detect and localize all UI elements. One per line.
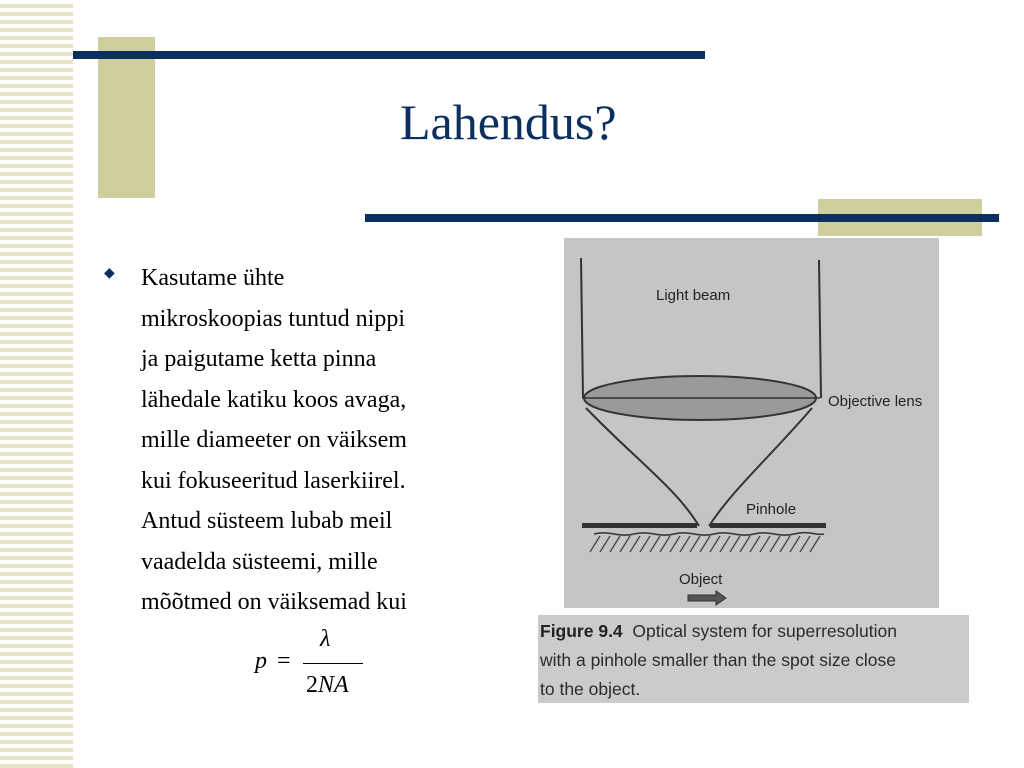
- formula-equals: =: [277, 648, 291, 674]
- bullet-text: [141, 258, 526, 623]
- bullet-line: kui fokuseeritud laserkiirel.: [141, 467, 406, 494]
- bullet-diamond-icon: ◆: [104, 266, 115, 281]
- formula-lhs: p: [255, 648, 267, 674]
- formula-fraction-bar: [303, 663, 363, 664]
- formula-denominator-coef: 2: [306, 672, 318, 698]
- bullet-line: lähedale katiku koos avaga,: [141, 386, 407, 413]
- pinhole-plate-left: [582, 523, 697, 528]
- formula-denominator-var: NA: [318, 672, 349, 698]
- pinhole-plate-right: [710, 523, 826, 528]
- caption-line-3: to the object.: [540, 679, 641, 699]
- decorative-stripes: [0, 0, 73, 768]
- caption-line-1: [540, 617, 969, 646]
- caption-figure-label: Figure 9.4: [540, 621, 623, 641]
- bullet-line: mikroskoopias tuntud nippi: [141, 305, 405, 332]
- slide-title: Lahendus?: [400, 94, 617, 150]
- beam-left-line: [581, 258, 583, 398]
- figure-caption: [538, 615, 969, 703]
- bullet-line: mõõtmed on väiksemad kui: [141, 589, 407, 615]
- caption-text-1: Optical system for superresolution: [632, 621, 897, 641]
- label-pinhole: Pinhole: [746, 501, 797, 518]
- decorative-olive-block-top: [98, 37, 155, 198]
- beam-right-line: [819, 260, 821, 398]
- bullet-line: vaadelda süsteemi, mille: [141, 548, 378, 575]
- title-rule-top: [73, 51, 705, 59]
- bullet-line: mille diameeter on väiksem: [141, 427, 407, 453]
- title-rule-bottom: [365, 214, 999, 222]
- resolution-formula: [255, 628, 375, 708]
- object-surface-line: [594, 533, 824, 536]
- optical-system-figure: [564, 238, 939, 608]
- label-objective-lens: Objective lens: [828, 393, 923, 410]
- bullet-line: Antud süsteem lubab meil: [141, 508, 393, 534]
- formula-denominator: [306, 672, 349, 699]
- cone-left-line: [586, 408, 699, 526]
- object-hatching: [590, 536, 820, 552]
- bullet-line: ja paigutame ketta pinna: [141, 346, 377, 372]
- object-arrow-icon: [688, 591, 726, 605]
- formula-numerator: λ: [320, 626, 331, 652]
- caption-line-2: with a pinhole smaller than the spot size close: [540, 650, 897, 670]
- bullet-line: Kasutame ühte: [141, 265, 285, 291]
- label-object: Object: [679, 571, 723, 588]
- label-light-beam: Light beam: [656, 287, 731, 304]
- optical-diagram: [564, 238, 939, 608]
